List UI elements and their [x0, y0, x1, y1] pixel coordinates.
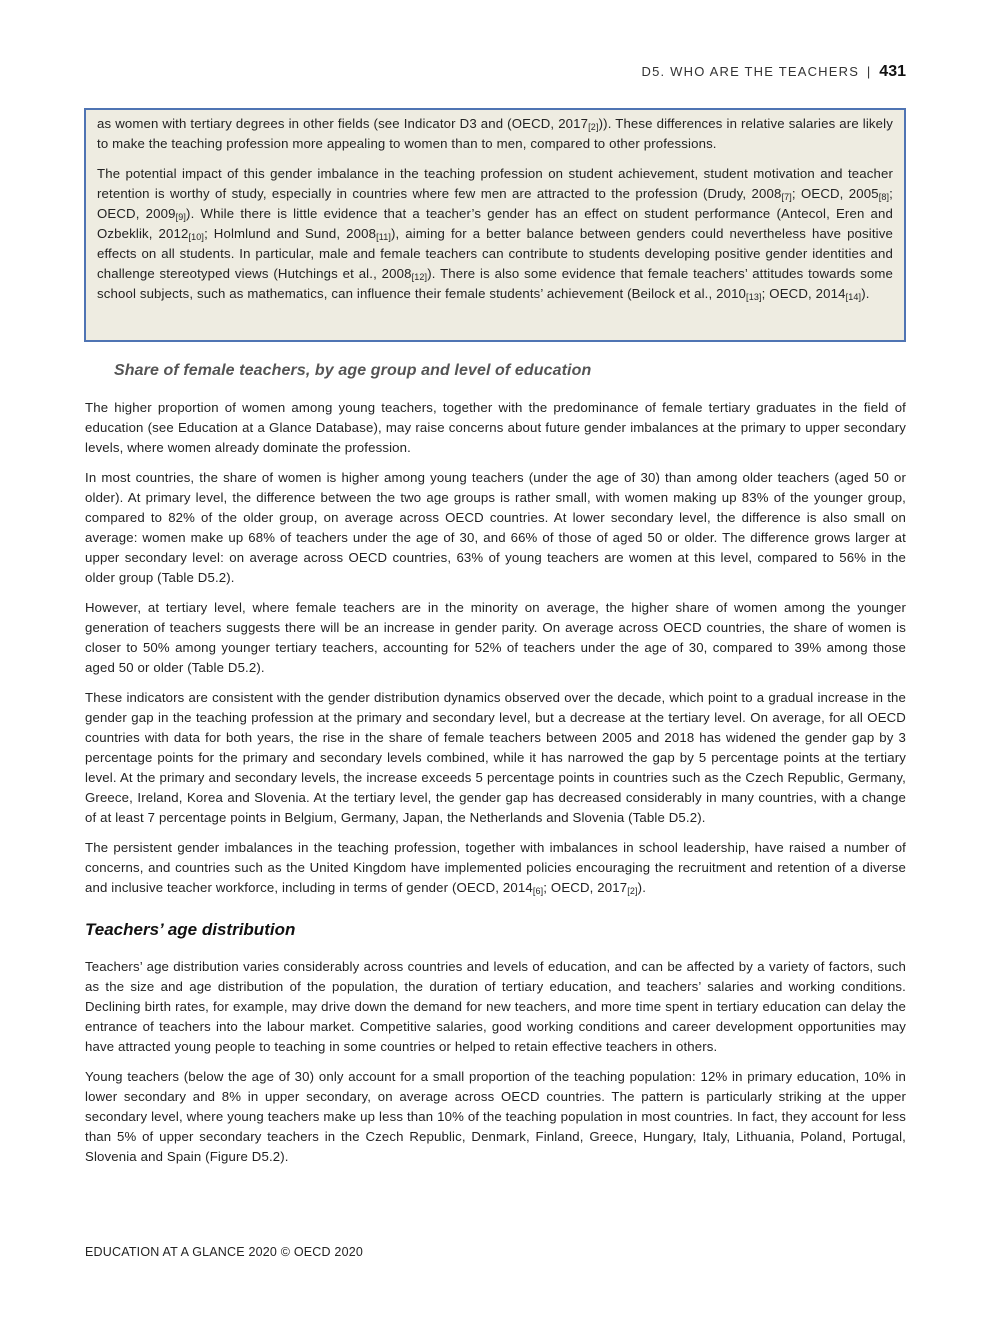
header-separator: |: [866, 64, 872, 79]
reference-marker: [8]: [878, 192, 890, 202]
page-footer: EDUCATION AT A GLANCE 2020 © OECD 2020: [85, 1245, 364, 1259]
callout-box: [84, 108, 906, 342]
main-content: [85, 362, 906, 1177]
reference-marker: [10]: [188, 232, 205, 242]
section-heading: Teachers’ age distribution: [85, 920, 296, 939]
reference-marker: [12]: [411, 272, 428, 282]
body-paragraph: These indicators are consistent with the gender distribution dynamics observed over the decade, which point to a gradual increase in the gender gap in the teaching profession at the primary and secondary level, but a decrease at the tertiary level. On average, for all OECD countries with data for both years, the rise in the share of female teachers between 2005 and 2018 has widened the gender gap by 3 percentage points for the primary and secondary levels combined, while it has narrowed the gap by 5 percentage points at the tertiary level. At the primary and secondary levels, the increase exceeds 5 percentage points in countries such as the Czech Republic, Germany, Greece, Ireland, Korea and Slovenia. At the tertiary level, the gender gap has decreased considerably in many countries, with a change of at least 7 percentage points in Belgium, Germany, Japan, the Netherlands and Slovenia (Table D5.2).: [85, 690, 906, 825]
page-number: 431: [879, 63, 906, 80]
body-paragraph: However, at tertiary level, where female teachers are in the minority on average, the higher share of women among the younger generation of teachers suggests there will be an increase in gender parity. On average across OECD countries, the share of women is closer to 50% among younger tertiary teachers, accounting for 52% of teachers under the age of 30, compared to 39% among those aged 50 or older (Table D5.2).: [85, 600, 906, 675]
body-paragraph: In most countries, the share of women is higher among young teachers (under the age of 30) than among older teachers (aged 50 or older). At primary level, the difference between the two age groups is rather small, with women making up 83% of the younger group, compared to 82% of the older group, on average across OECD countries. At lower secondary level, the difference is also small on average: women make up 68% of teachers under the age of 30, and 66% of those of aged 50 or older. The difference grows larger at upper secondary level: on average across OECD countries, 63% of young teachers are women at this level, compared to 56% in the older group (Table D5.2).: [85, 470, 906, 585]
header-section-title: D5. WHO ARE THE TEACHERS: [641, 64, 860, 79]
body-paragraph: Young teachers (below the age of 30) only account for a small proportion of the teaching population: 12% in primary education, 10% in lower secondary and 8% in upper secondary, on average across OECD countries. The pattern is particularly striking at the upper secondary level, where young teachers make up less than 10% of the teaching population in most countries. In fact, they account for less than 5% of upper secondary teachers in the Czech Republic, Denmark, Finland, Greece, Hungary, Italy, Lithuania, Poland, Portugal, Slovenia and Spain (Figure D5.2).: [85, 1069, 906, 1164]
reference-marker: [6]: [532, 886, 544, 896]
reference-marker: [9]: [175, 212, 187, 222]
reference-marker: [7]: [781, 192, 792, 202]
running-header: [642, 63, 907, 81]
box-paragraph: The potential impact of this gender imbalance in the teaching profession on student achievement, student motivation and teacher retention is worthy of study, especially in countries where few men are attracted to the profession (Drudy, $2008_{[7]}$; OECD, $2005_{[8]}$; OECD, $2009_{[9]}$). While there is little evidence that a teacher’s gender has an effect on student performance (Antecol, Eren and Ozbeklik, $2012_{[10]}$; Holmlund and Sund, $2008_{[11]}$), aiming for a better balance between genders could nevertheless have positive effects on all students. In particular, male and female teachers can contribute to students developing positive gender identities and challenge stereotyped views (Hutchings et al., $2008_{[12]}$). There is also some evidence that female teachers’ attitudes towards some school subjects, such as mathematics, can influence their female students’ achievement (Beilock et al., $2010_{[13]}$; OECD, $2014_{[14]}$).: [97, 166, 893, 302]
body-paragraph: Teachers’ age distribution varies considerably across countries and levels of education, and can be affected by a variety of factors, such as the size and age distribution of the population, the duration of tertiary education, and teachers’ salaries and working conditions. Declining birth rates, for example, may drive down the demand for new teachers, and more time spent in tertiary education can delay the entrance of teachers into the labour market. Competitive salaries, good working conditions and career development opportunities may have attracted young people to teaching in some countries or helped to retain effective teachers in others.: [85, 959, 906, 1054]
box-paragraph: as women with tertiary degrees in other fields (see Indicator D3 and (OECD, $2017_{[2]}$)). These differences in relative salaries are likely to make the teaching profession more appealing to women than to men, compared to other professions.: [97, 116, 893, 151]
reference-marker: [14]: [845, 292, 862, 302]
reference-marker: [2]: [588, 122, 599, 132]
body-paragraph: The higher proportion of women among young teachers, together with the predominance of female tertiary graduates in the field of education (see Education at a Glance Database), may raise concerns about future gender imbalances at the primary to upper secondary levels, where women already dominate the profession.: [85, 400, 906, 455]
reference-marker: [2]: [627, 886, 638, 896]
subheading: Share of female teachers, by age group and level of education: [114, 362, 592, 379]
body-paragraph: The persistent gender imbalances in the teaching profession, together with imbalances in school leadership, have raised a number of concerns, and countries such as the United Kingdom have implemented policies encouraging the recruitment and retention of a diverse and inclusive teacher workforce, including in terms of gender (OECD, $2014_{[6]}$; OECD, $2017_{[2]}$).: [85, 840, 906, 896]
reference-marker: [11]: [376, 232, 392, 242]
reference-marker: [13]: [746, 292, 762, 302]
